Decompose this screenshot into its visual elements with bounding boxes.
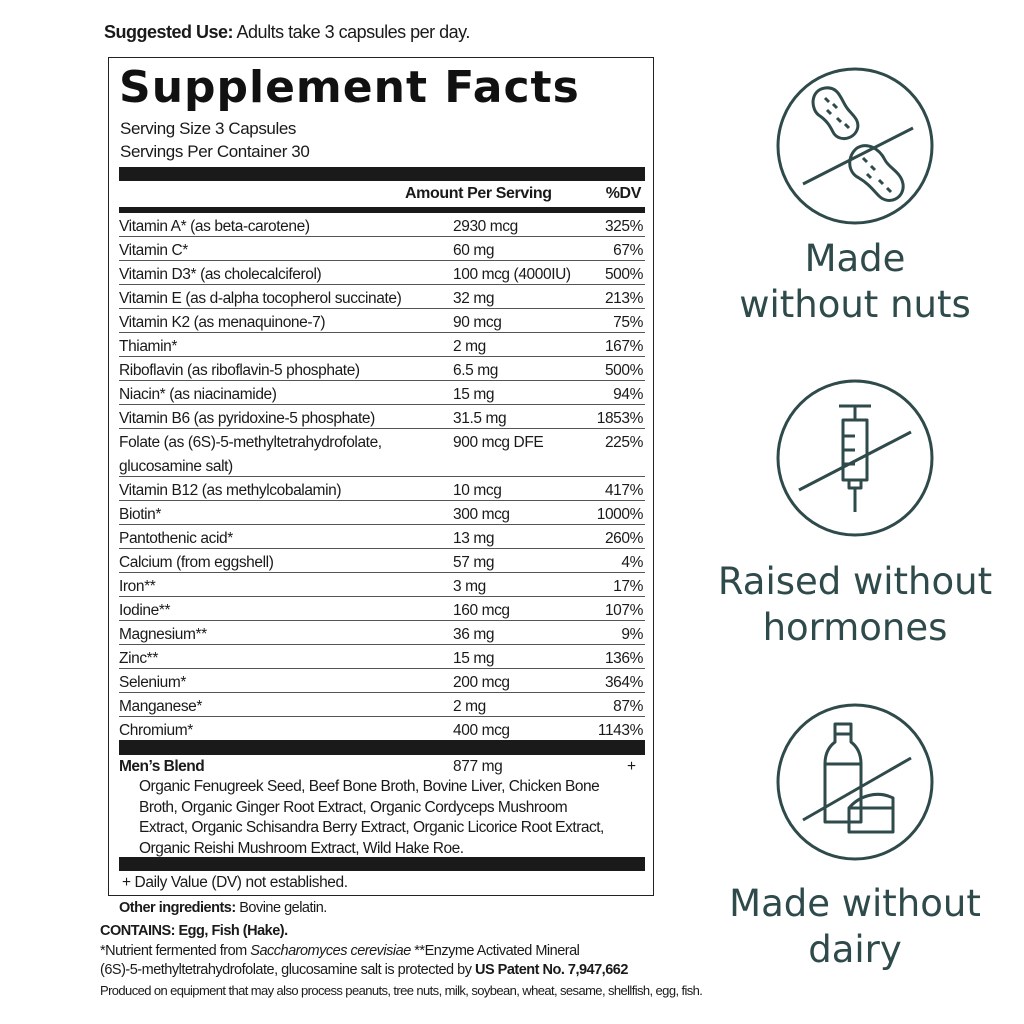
nutrient-dv: 260% [604, 530, 643, 547]
blend-name: Men’s Blend [119, 758, 205, 775]
nutrient-dv: 213% [604, 290, 643, 307]
nutrient-name: Selenium* [119, 674, 187, 691]
nutrient-row [119, 597, 645, 621]
nutrient-amount: 60 mg [453, 242, 495, 259]
nutrient-dv: 1853% [596, 410, 643, 427]
nutrient-row [119, 213, 645, 237]
nutrient-name: Zinc** [119, 650, 158, 667]
nutrient-name: Iodine** [119, 602, 171, 619]
badge-label-dairy [690, 881, 1020, 973]
nutrient-table [119, 213, 645, 741]
nutrient-row [119, 405, 645, 429]
nutrient-row [119, 549, 645, 573]
nutrient-amount: 15 mg [453, 650, 495, 667]
nutrient-dv: 4% [621, 554, 643, 571]
blend-amount: 877 mg [453, 758, 503, 775]
nutrient-dv: 225% [604, 434, 643, 451]
nutrient-amount: 900 mcg DFE [453, 434, 544, 451]
nutrient-dv: 107% [604, 602, 643, 619]
footnote-text: (6S)-5-methyltetrahydrofolate, glucosamine salt is protected by [100, 962, 475, 978]
nutrient-row [119, 717, 645, 741]
nutrient-row [119, 477, 645, 501]
nutrient-amount: 32 mg [453, 290, 495, 307]
amount-per-serving-header: Amount Per Serving [405, 185, 552, 202]
badge-line: hormones [762, 606, 948, 649]
nutrient-amount: 10 mcg [453, 482, 502, 499]
nutrient-dv: 364% [604, 674, 643, 691]
nutrient-name: Biotin* [119, 506, 162, 523]
nutrient-amount: 2 mg [453, 338, 486, 355]
nutrient-dv: 67% [613, 242, 643, 259]
nutrient-name: Magnesium** [119, 626, 207, 643]
other-ingredients-text: Bovine gelatin. [235, 900, 327, 916]
nutrient-name: Chromium* [119, 722, 193, 739]
footnote-text: **Enzyme Activated Mineral [410, 943, 580, 959]
nutrient-name: Vitamin E (as d-alpha tocopherol succinate) [119, 290, 402, 307]
badge-line: Raised without [717, 560, 993, 603]
nutrient-dv: 1143% [597, 722, 643, 739]
nutrient-amount: 400 mcg [453, 722, 510, 739]
nutrient-name: Calcium (from eggshell) [119, 554, 274, 571]
divider-thick [119, 167, 645, 181]
milk-bottle-icon [775, 702, 935, 862]
nutrient-dv: 1000% [596, 506, 643, 523]
nutrient-dv: 94% [613, 386, 643, 403]
nutrient-amount: 13 mg [453, 530, 495, 547]
nutrient-dv: 500% [604, 362, 643, 379]
blend-ingredients: Organic Fenugreek Seed, Beef Bone Broth, Bovine Liver, Chicken Bone Broth, Organic Ginger Root Extract, Organic Cordyceps Mushroom Extract, Organic Schisandra Berry Extract, Organic Licorice Root Extract, Organic Reishi Mushroom Extract, Wild Hake Roe. [139, 778, 604, 857]
nutrient-name: Iron** [119, 578, 156, 595]
other-ingredients [119, 900, 327, 916]
footnote-patent [100, 962, 628, 978]
suggested-use [104, 22, 470, 43]
nutrient-amount: 100 mcg (4000IU) [453, 266, 571, 283]
nutrient-amount: 15 mg [453, 386, 495, 403]
other-ingredients-label: Other ingredients: [119, 900, 236, 916]
divider-thick [119, 857, 645, 871]
nutrient-row [119, 645, 645, 669]
nutrient-amount: 57 mg [453, 554, 495, 571]
nutrient-amount: 160 mcg [453, 602, 510, 619]
footnote-fermented [100, 943, 579, 959]
nutrient-name: Vitamin B12 (as methylcobalamin) [119, 482, 342, 499]
serving-size: Serving Size 3 Capsules [120, 119, 297, 138]
badge-line: Made [804, 237, 906, 280]
footnote-equipment: Produced on equipment that may also process peanuts, tree nuts, milk, soybean, wheat, sesame, shellfish, egg, fish. [100, 983, 703, 998]
servings-per-container: Servings Per Container 30 [120, 142, 310, 161]
nutrient-row [119, 573, 645, 597]
blend-dv: + [627, 758, 637, 775]
nutrient-row [119, 381, 645, 405]
nutrient-amount: 300 mcg [453, 506, 510, 523]
nutrient-name: Vitamin A* (as beta-carotene) [119, 218, 310, 235]
badge-line: Made without [729, 882, 981, 925]
nutrient-row [119, 333, 645, 357]
nutrient-row [119, 309, 645, 333]
nutrient-name: Riboflavin (as riboflavin-5 phosphate) [119, 362, 360, 379]
nutrient-row [119, 261, 645, 285]
nutrient-row [119, 501, 645, 525]
nutrient-amount: 200 mcg [453, 674, 510, 691]
nutrient-name: Vitamin K2 (as menaquinone-7) [119, 314, 326, 331]
peanut-icon [775, 66, 935, 226]
nutrient-name: Vitamin B6 (as pyridoxine-5 phosphate) [119, 410, 375, 427]
panel-title: Supplement Facts [119, 62, 580, 113]
nutrient-name: Pantothenic acid* [119, 530, 233, 547]
syringe-icon [775, 378, 935, 538]
nutrient-amount: 2930 mcg [453, 218, 518, 235]
nutrient-name: Thiamin* [119, 338, 177, 355]
patent-number: US Patent No. 7,947,662 [475, 962, 628, 978]
nutrient-row [119, 621, 645, 645]
nutrient-dv: 136% [604, 650, 643, 667]
supplement-facts-panel [108, 57, 654, 896]
nutrient-row [119, 525, 645, 549]
nutrient-row [119, 357, 645, 381]
nutrient-amount: 90 mcg [453, 314, 502, 331]
nutrient-amount: 2 mg [453, 698, 486, 715]
badge-line: dairy [808, 928, 902, 971]
nutrient-dv: 167% [604, 338, 643, 355]
nutrient-row [119, 285, 645, 309]
badge-label-nuts [690, 236, 1020, 328]
nutrient-amount: 6.5 mg [453, 362, 498, 379]
nutrient-dv: 9% [621, 626, 643, 643]
dv-note: + Daily Value (DV) not established. [122, 874, 348, 891]
nutrient-dv: 500% [604, 266, 643, 283]
nutrient-amount: 3 mg [453, 578, 486, 595]
nutrient-dv: 87% [613, 698, 643, 715]
nutrient-amount: 31.5 mg [453, 410, 507, 427]
dv-header: %DV [605, 185, 641, 202]
nutrient-name: Vitamin D3* (as cholecalciferol) [119, 266, 322, 283]
nutrient-dv: 75% [613, 314, 643, 331]
suggested-use-label: Suggested Use: [104, 22, 234, 42]
nutrient-row [119, 429, 645, 477]
nutrient-dv: 325% [604, 218, 643, 235]
nutrient-row [119, 669, 645, 693]
footnote-text: *Nutrient fermented from [100, 943, 251, 959]
footnote-organism: Saccharomyces cerevisiae [250, 943, 411, 959]
allergen-statement: CONTAINS: Egg, Fish (Hake). [100, 923, 288, 939]
nutrient-name: Manganese* [119, 698, 203, 715]
badge-line: without nuts [739, 283, 971, 326]
nutrient-name: Vitamin C* [119, 242, 188, 259]
nutrient-dv: 417% [604, 482, 643, 499]
divider-thick [119, 740, 645, 755]
nutrient-row [119, 237, 645, 261]
nutrient-dv: 17% [613, 578, 643, 595]
nutrient-name: Niacin* (as niacinamide) [119, 386, 277, 403]
nutrient-name: Folate (as (6S)-5-methyltetrahydrofolate, glucosamine salt) [119, 434, 382, 475]
badge-label-hormones [690, 559, 1020, 651]
nutrient-amount: 36 mg [453, 626, 495, 643]
suggested-use-text: Adults take 3 capsules per day. [233, 22, 470, 42]
nutrient-row [119, 693, 645, 717]
